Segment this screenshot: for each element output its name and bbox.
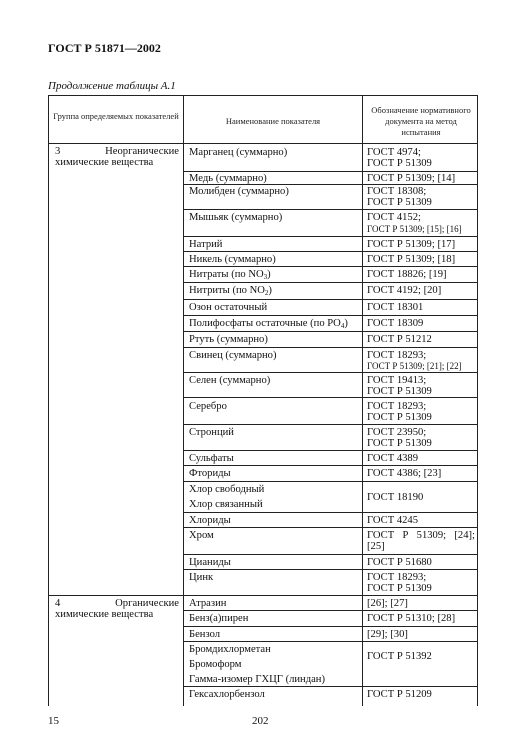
method-doc: ГОСТ Р 51309; [18]: [367, 254, 456, 265]
indicator-name: Озон остаточный: [189, 302, 268, 313]
indicator-name: Стронций: [189, 427, 234, 438]
group-divider: [49, 595, 477, 596]
method-doc: ГОСТ Р 51309; [24];: [367, 530, 475, 541]
page-number-left: 15: [48, 715, 59, 727]
column-divider: [362, 96, 363, 706]
indicator-name: Сульфаты: [189, 453, 234, 464]
method-doc: ГОСТ 18293;: [367, 401, 427, 412]
method-doc: ГОСТ 18301: [367, 302, 424, 313]
method-doc: ГОСТ 4974;: [367, 147, 421, 158]
method-doc: ГОСТ Р 51309; [14]: [367, 173, 456, 184]
method-doc: ГОСТ 23950;: [367, 427, 427, 438]
indicator-name: Свинец (суммарно): [189, 350, 277, 361]
method-doc: ГОСТ Р 51212: [367, 334, 432, 345]
indicator-name: Ртуть (суммарно): [189, 334, 268, 345]
table-caption: Продолжение таблицы А.1: [48, 80, 176, 92]
method-doc: ГОСТ 4386; [23]: [367, 468, 442, 479]
indicator-name: Нитриты (по $NO_2$): [189, 285, 272, 297]
group-label-organic: 4 Органические химические вещества: [55, 598, 179, 620]
method-doc: [29]; [30]: [367, 629, 408, 640]
method-doc: ГОСТ Р 51680: [367, 557, 432, 568]
method-doc: ГОСТ Р 51392: [367, 651, 432, 662]
header-group: Группа определяемых показателей: [53, 111, 179, 121]
method-doc: ГОСТ 4389: [367, 453, 419, 464]
indicator-name: Гексахлорбензол: [189, 689, 265, 700]
document-id: ГОСТ Р 51871—2002: [48, 41, 161, 55]
method-doc: ГОСТ 18293;: [367, 350, 427, 361]
indicator-name: Никель (суммарно): [189, 254, 276, 265]
method-doc: ГОСТ Р 51310; [28]: [367, 613, 456, 624]
header-indicator-name: Наименование показателя: [225, 116, 321, 126]
method-doc: ГОСТ Р 51309: [367, 386, 432, 397]
group-label-inorganic: 3 Неорганические химические вещества: [55, 146, 179, 168]
indicator-name: Цианиды: [189, 557, 231, 568]
method-doc: ГОСТ 4245: [367, 515, 419, 526]
indicator-name: Натрий: [189, 239, 223, 250]
method-doc: ГОСТ Р 51309: [367, 158, 432, 169]
method-doc: ГОСТ 18309: [367, 318, 424, 329]
method-doc: ГОСТ 18308;: [367, 186, 427, 197]
method-doc: ГОСТ Р 51309: [367, 583, 432, 594]
indicator-name: Марганец (суммарно): [189, 147, 288, 158]
indicator-name: Нитраты (по $NO_3$): [189, 269, 271, 281]
indicator-name: Хром: [189, 530, 214, 541]
method-doc: ГОСТ 18826; [19]: [367, 269, 447, 280]
indicator-name: Медь (суммарно): [189, 173, 267, 184]
method-doc: ГОСТ Р 51309; [21]; [22]: [367, 361, 462, 371]
indicator-name: Бенз(а)пирен: [189, 613, 249, 624]
method-doc: ГОСТ Р 51309: [367, 197, 432, 208]
method-doc: [26]; [27]: [367, 598, 408, 609]
indicator-name: Хлор связанный: [189, 499, 263, 510]
indicator-name: Молибден (суммарно): [189, 186, 289, 197]
indicator-name: Хлориды: [189, 515, 231, 526]
method-doc: ГОСТ 4152;: [367, 212, 421, 223]
method-doc: ГОСТ 4192; [20]: [367, 285, 442, 296]
method-doc: ГОСТ Р 51309: [367, 438, 432, 449]
indicators-table: [48, 95, 478, 706]
indicator-name: Бромдихлорметан: [189, 644, 271, 655]
indicator-name: Серебро: [189, 401, 227, 412]
header-test-method-doc: Обозначение нормативного документа на метод испытания: [371, 105, 471, 137]
indicator-name: Бензол: [189, 629, 221, 640]
indicator-name: Селен (суммарно): [189, 375, 271, 386]
method-doc: ГОСТ 19413;: [367, 375, 427, 386]
indicator-name: Полифосфаты остаточные (по $PO_4$): [189, 318, 348, 330]
indicator-name: Цинк: [189, 572, 214, 583]
method-doc: ГОСТ Р 51309; [17]: [367, 239, 456, 250]
indicator-name: Бромоформ: [189, 659, 242, 670]
method-doc: ГОСТ Р 51309: [367, 412, 432, 423]
page-number-center: 202: [252, 715, 269, 727]
indicator-name: Мышьяк (суммарно): [189, 212, 283, 223]
column-divider: [183, 96, 184, 706]
indicator-name: Атразин: [189, 598, 227, 609]
method-doc: ГОСТ Р 51209: [367, 689, 432, 700]
indicator-name: Хлор свободный: [189, 484, 265, 495]
method-doc: ГОСТ 18293;: [367, 572, 427, 583]
header-divider: [49, 143, 477, 144]
indicator-name: Фториды: [189, 468, 231, 479]
method-doc: ГОСТ 18190: [367, 492, 424, 503]
method-doc: [25]: [367, 541, 385, 552]
indicator-name: Гамма-изомер ГХЦГ (линдан): [189, 674, 326, 685]
method-doc: ГОСТ Р 51309; [15]; [16]: [367, 224, 462, 234]
